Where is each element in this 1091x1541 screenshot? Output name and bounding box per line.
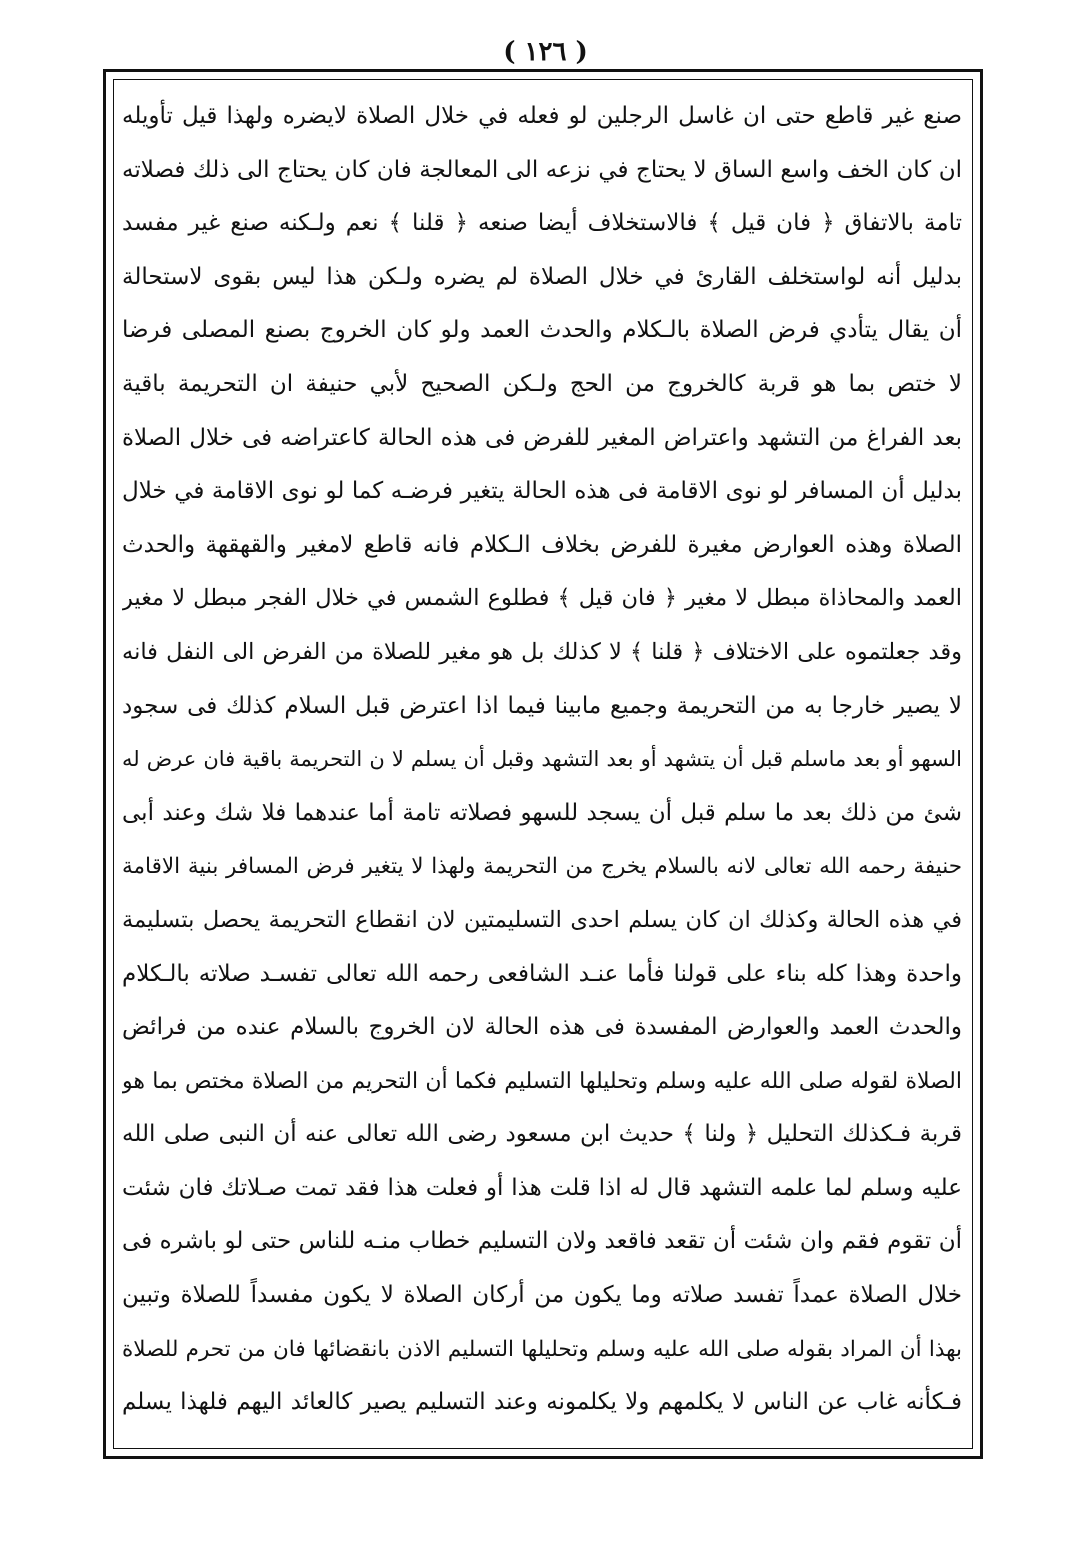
text-line: تامة بالاتفاق ﴿ فان قيل ﴾ فالاستخلاف أيضا صنعه ﴿ قلنا ﴾ نعم ولـكنه صنع غير مفسد (122, 210, 962, 237)
text-line: الصلاة لقوله صلى الله عليه وسلم وتحليلها التسليم فكما أن التحريم من الصلاة مختص بما هو (122, 1068, 962, 1094)
text-line: بهذا أن المراد بقوله صلى الله عليه وسلم وتحليلها التسليم الاذن بانقضائها فان من تحرم للصلاة (122, 1336, 962, 1362)
text-line: لا يصير خارجا به من التحريمة وجميع مابينا فيما اذا اعترض قبل السلام كذلك فى سجود (122, 692, 962, 719)
text-line: أن يقال يتأدي فرض الصلاة بالـكلام والحدث العمد ولو كان الخروج بصنع المصلى فرضا (122, 317, 962, 344)
text-line: لا ختص بما هو قربة كالخروج من الحج ولـكن الصحيح لأبي حنيفة ان التحريمة باقية (122, 370, 962, 397)
text-line: واحدة وهذا كله بناء على قولنا فأما عنـد الشافعى رحمه الله تعالى تفسـد صلاته بالـكلام (122, 960, 962, 987)
text-line: خلال الصلاة عمداً تفسد صلاته وما يكون من أركان الصلاة لا يكون مفسداً للصلاة وتبين (122, 1282, 962, 1309)
text-line: الصلاة وهذه العوارض مغيرة للفرض بخلاف الـكلام فانه قاطع لامغير والقهقهة والحدث (122, 531, 962, 558)
text-line: ان كان الخف واسع الساق لا يحتاج في نزعه الى المعالجة فان كان يحتاج الى ذلك فصلاته (122, 156, 962, 183)
text-line: السهو أو بعد ماسلم قبل أن يتشهد أو بعد التشهد وقبل أن يسلم لا ن التحريمة باقية فان عرض له (122, 747, 962, 772)
text-line: العمد والمحاذاة مبطل لا مغير ﴿ فان قيل ﴾ فطلوع الشمس في خلال الفجر مبطل لا مغير (122, 585, 962, 612)
text-line: وقد جعلتموه على الاختلاف ﴿ قلنا ﴾ لا كذلك بل هو مغير للصلاة من الفرض الى النفل فانه (122, 638, 962, 665)
text-line: بعد الفراغ من التشهد واعتراض المغير للفرض فى هذه الحالة كاعتراضه فى خلال الصلاة (122, 424, 962, 451)
text-line: في هذه الحالة وكذلك ان كان يسلم احدى التسليمتين لان انقطاع التحريمة يحصل بتسليمة (122, 906, 962, 933)
text-line: شئ من ذلك بعد ما سلم قبل أن يسجد للسهو فصلاته تامة أما عندهما فلا شك وعند أبى (122, 799, 962, 826)
text-line: بدليل أن المسافر لو نوى الاقامة فى هذه الحالة يتغير فرضـه كما لو نوى الاقامة في خلال (122, 478, 962, 505)
text-line: أن تقوم فقم وان شئت أن تقعد فاقعد ولان التسليم خطاب منـه للناس حتى لو باشره فى (122, 1228, 962, 1255)
text-line: قربة فـكذلك التحليل ﴿ ولنا ﴾ حديث ابن مسعود رضى الله تعالى عنه أن النبى صلى الله (122, 1121, 962, 1148)
text-line: بدليل أنه لواستخلف القارئ في خلال الصلاة لم يضره ولـكن هذا ليس بقوى لاستحالة (122, 263, 962, 290)
body-text (122, 90, 962, 1440)
text-line: صنع غير قاطع حتى ان غاسل الرجلين لو فعله في خلال الصلاة لايضره ولهذا قيل تأويله (122, 103, 962, 129)
page-number: ( ١٢٦ ) (503, 37, 588, 67)
text-line: حنيفة رحمه الله تعالى لانه بالسلام يخرج من التحريمة ولهذا لا يتغير فرض المسافر بنية الاقامة (122, 854, 962, 880)
text-line: فـكأنه غاب عن الناس لا يكلمهم ولا يكلمونه وعند التسليم يصير كالعائد اليهم فلهذا يسلم (122, 1389, 962, 1416)
text-line: والحدث العمد والعوارض المفسدة فى هذه الحالة لان الخروج بالسلام عنده من فرائض (122, 1014, 962, 1041)
text-line: عليه وسلم لما علمه التشهد قال له اذا قلت هذا أو فعلت هذا فقد تمت صـلاتك فان شئت (122, 1174, 962, 1201)
